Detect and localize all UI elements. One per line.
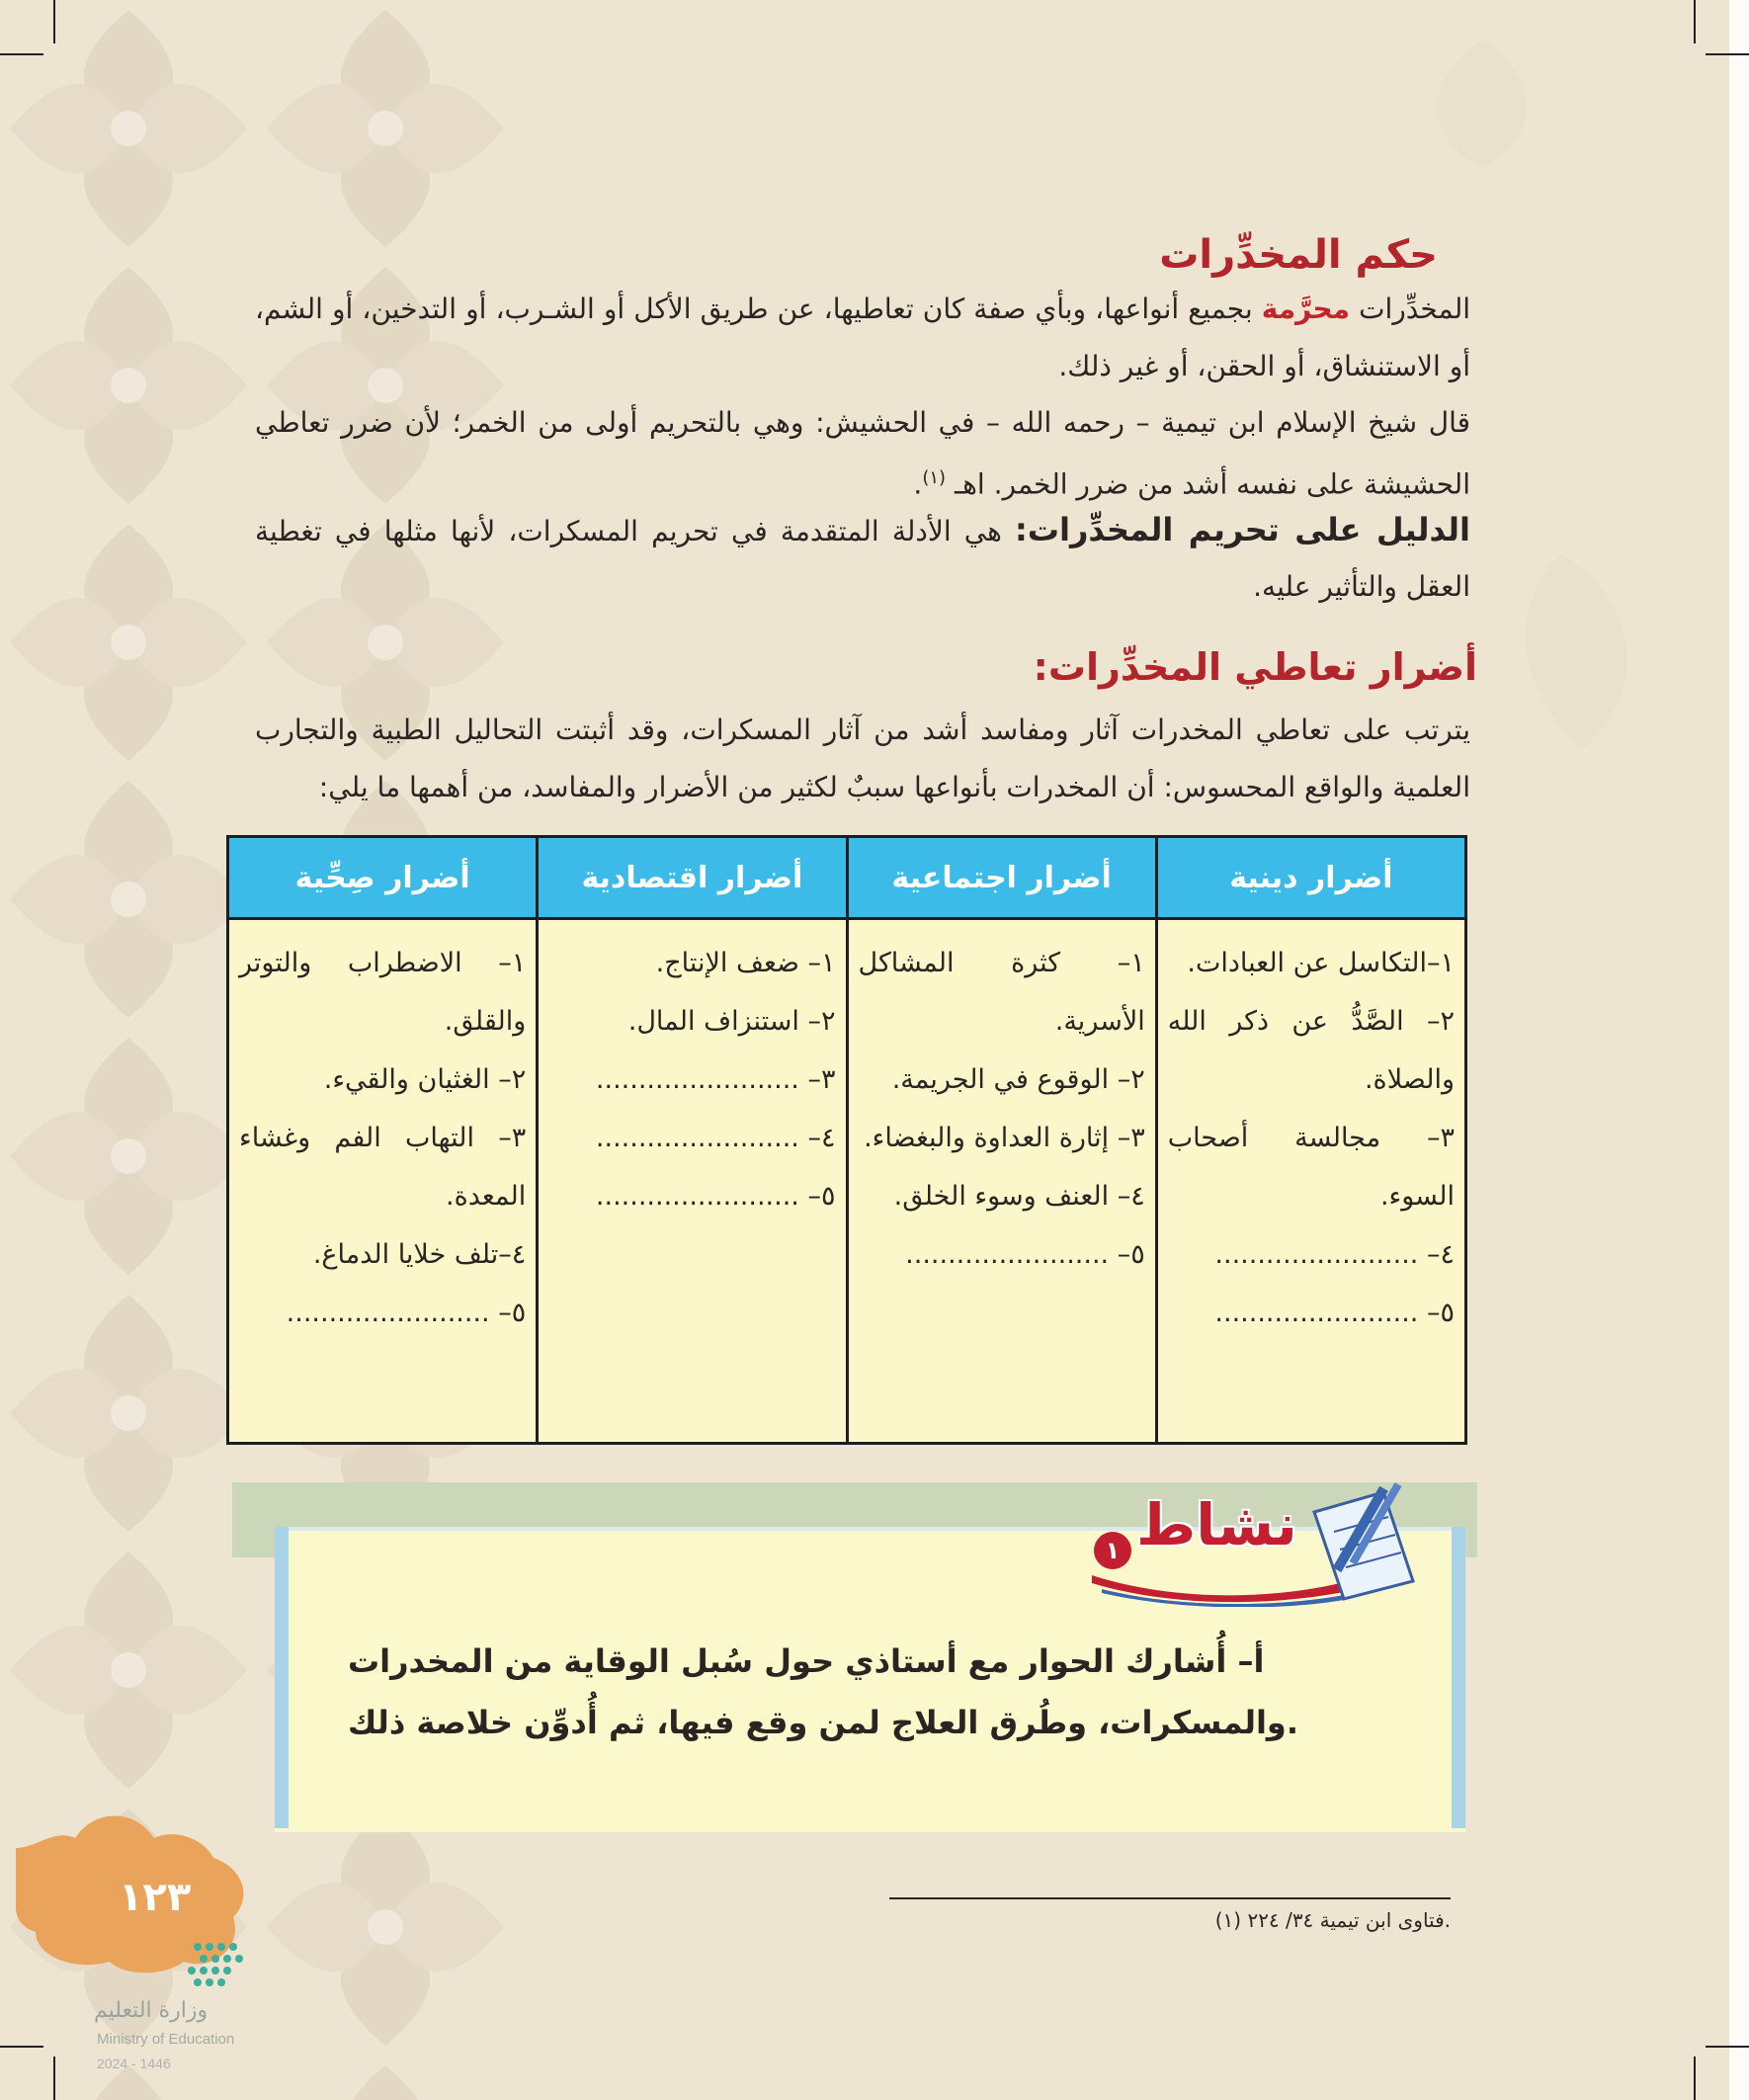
harms-intro: يترتب على تعاطي المخدرات آثار ومفاسد أشد من آثار المسكرات، وقد أثبتت التحاليل الطبية والتجارب العلمية والواقع المحسوس: أن المخدرات بأنواعها سببٌ لكثير من الأضرار والمفاسد، من أهمها ما يلي:: [255, 714, 1470, 803]
table-row: [228, 919, 1466, 1444]
list-item: ٤– العنف وسوء الخلق.: [893, 1181, 1145, 1212]
list-item: ١– كثرة المشاكل الأسرية.: [858, 948, 1145, 1037]
list-item: ١– الاضطراب والتوتر والقلق.: [239, 948, 527, 1037]
list-item: ١– ضعف الإنتاج.: [655, 948, 836, 978]
religious-cell: [1156, 919, 1465, 1444]
harms-heading: أضرار تعاطي المخدِّرات:: [1033, 645, 1477, 689]
footnote-ref[interactable]: (١): [922, 467, 947, 488]
blank-item: ٥– ........................: [1214, 1298, 1455, 1328]
ruling-text: بجميع أنواعها، وبأي صفة كان تعاطيها، عن طريق الأكل أو الشـرب، أو التدخين، أو الشم، أو الاستنشاق، أو الحقن، أو غير ذلك.: [255, 293, 1470, 382]
list-item: ٢– الصَّدُّ عن ذكر الله والصلاة.: [1167, 1006, 1455, 1095]
blank-item: ٣– ........................: [595, 1064, 836, 1095]
activity-label: نشاط: [1136, 1491, 1297, 1558]
header-religious: أضرار دينية: [1156, 837, 1465, 919]
blank-item: ٥– ........................: [286, 1298, 527, 1328]
list-item: ٢– الغثيان والقيء.: [323, 1064, 527, 1095]
health-cell: [228, 919, 538, 1444]
ruling-highlight: محرَّمة: [1261, 293, 1350, 325]
crop-mark: [53, 2057, 55, 2100]
table-header-row: [228, 837, 1466, 919]
evidence-heading: الدليل على تحريم المخدِّرات:: [1015, 511, 1471, 548]
ministry-logo-icon: [178, 1937, 296, 1996]
footnote: (١) فتاوى ابن تيمية ٣٤/ ٢٢٤.: [1214, 1908, 1451, 1932]
crop-mark: [0, 53, 43, 55]
ruling-paragraph: [255, 281, 1470, 395]
header-health: أضرار صِحِّية: [228, 837, 538, 919]
evidence-paragraph: [255, 502, 1470, 615]
ruling-subject: المخدِّرات: [1359, 293, 1471, 325]
quote-end: .: [913, 467, 923, 501]
economic-cell: [538, 919, 847, 1444]
blank-item: ٤– ........................: [1214, 1239, 1455, 1270]
crop-mark: [1706, 2046, 1749, 2048]
list-item: ٣– التهاب الفم وغشاء المعدة.: [239, 1123, 527, 1212]
activity-box-edge: [275, 1527, 289, 1828]
header-social: أضرار اجتماعية: [847, 837, 1156, 919]
crop-mark: [0, 2046, 43, 2048]
crop-mark: [1706, 53, 1749, 55]
crop-mark: [53, 0, 55, 43]
list-item: ٢– الوقوع في الجريمة.: [891, 1064, 1145, 1095]
activity-box-edge: [1452, 1527, 1465, 1828]
social-cell: [847, 919, 1156, 1444]
page-title: حكم المخدِّرات: [1159, 232, 1438, 278]
list-item: ٣– مجالسة أصحاب السوء.: [1167, 1123, 1455, 1212]
quote-text: قال شيخ الإسلام ابن تيمية – رحمه الله – في الحشيش: وهي بالتحريم أولى من الخمر؛ لأن ضرر تعاطي الحشيشة على نفسه أشد من ضرر الخمر. اهـ: [255, 406, 1470, 501]
footnote-divider: [889, 1897, 1451, 1899]
list-item: ١–التكاسل عن العبادات.: [1187, 948, 1455, 978]
list-item: ٢– استنزاف المال.: [627, 1006, 836, 1037]
crop-mark: [1694, 2057, 1696, 2100]
blank-item: ٤– ........................: [595, 1123, 836, 1153]
ministry-name-arabic: وزارة التعليم: [94, 1998, 208, 2023]
evidence-text: هي الأدلة المتقدمة في تحريم المسكرات، لأنها مثلها في تغطية العقل والتأثير عليه.: [255, 515, 1470, 603]
header-economic: أضرار اقتصادية: [538, 837, 847, 919]
quote-paragraph: [255, 395, 1470, 512]
ministry-name-english: Ministry of Education: [97, 2031, 235, 2048]
page-number: ١٢٣: [119, 1875, 192, 1920]
ministry-year: 2024 - 1446: [97, 2056, 171, 2071]
notepad-pen-icon: [1304, 1472, 1423, 1601]
harms-table: [226, 835, 1467, 1445]
list-item: ٤–تلف خلايا الدماغ.: [312, 1239, 527, 1270]
blank-item: ٥– ........................: [595, 1181, 836, 1212]
activity-number: ١: [1094, 1532, 1131, 1569]
activity-text: أ– أُشارك الحوار مع أستاذي حول سُبل الوقاية من المخدرات والمسكرات، وطُرق العلاج لمن وقع فيها، ثم أُدوِّن خلاصة ذلك.: [348, 1642, 1298, 1741]
blank-item: ٥– ........................: [905, 1239, 1145, 1270]
crop-mark: [1694, 0, 1696, 43]
list-item: ٣– إثارة العداوة والبغضاء.: [864, 1123, 1145, 1153]
